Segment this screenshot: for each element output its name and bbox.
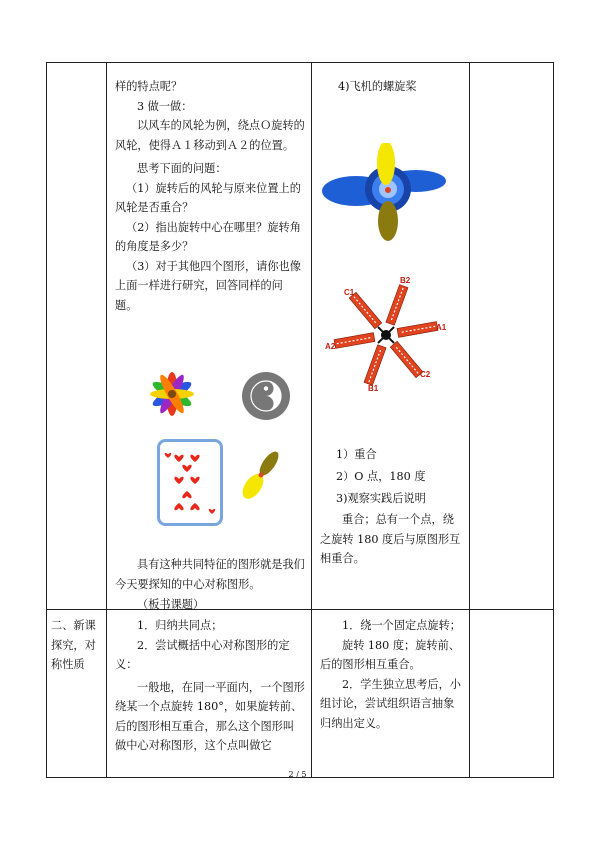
conclusion-text: 具有这种共同特征的图形就是我们今天要探知的中心对称图形。: [115, 558, 305, 591]
label-c2: C2: [420, 370, 431, 379]
table-row: [47, 63, 554, 610]
line-continuation: 样的特点呢？: [115, 80, 183, 93]
airplane-propeller-figure: [318, 143, 458, 247]
step-2: 2．尝试概括中心对称图形的定义：: [115, 638, 290, 671]
stage-cell: [47, 63, 107, 610]
notes-cell: [470, 610, 554, 778]
definition-text: 一般地，在同一平面内，一个图形绕某一个点旋转 180°，如果旋转前、后的图形相互重合，那么这个图形叫做中心对称图形，这个点叫做它: [115, 680, 305, 752]
pinwheel-figure: [320, 273, 460, 403]
item-4-title: 4)飞机的螺旋桨: [338, 80, 417, 93]
question-3: （3）对于其他四个图形，请你也像上面一样进行研究，回答同样的问题。: [115, 259, 301, 312]
notes-cell: [470, 63, 554, 610]
answer-3: 3)观察实践后说明: [336, 492, 426, 505]
lesson-table: [46, 62, 554, 778]
yin-yang-figure: [241, 371, 291, 421]
student-activity-cell: [312, 63, 470, 610]
label-a1: A1: [436, 323, 447, 332]
flower-figure: [137, 369, 207, 419]
answer-rotate: 1．绕一个固定点旋转；: [342, 619, 461, 632]
teacher-activity-cell: [107, 610, 312, 778]
label-b1: B1: [368, 384, 379, 393]
playing-card-figure: [157, 439, 223, 526]
page-number: 2 / 5: [288, 770, 307, 779]
step-1: 1．归纳共同点；: [137, 619, 223, 632]
table-row: [47, 610, 554, 778]
think-title: 思考下面的问题：: [137, 162, 227, 175]
activity-text: 以风车的风轮为例，绕点Ｏ旋转的风轮，使得Ａ１移动到Ａ２的位置。: [115, 119, 305, 152]
label-a2: A2: [325, 342, 336, 351]
small-propeller-figure: [237, 445, 287, 505]
answer-text: 重合；总有一个点，绕之旋转 180 度后与原图形互相重合。: [320, 513, 461, 565]
answer-discuss: 2．学生独立思考后，小组讨论，尝试组织语言抽象归纳出定义。: [320, 677, 461, 730]
answer-2: 2）O 点，180 度: [336, 470, 426, 483]
board-note: （板书课题）: [137, 598, 205, 611]
activity-title: 3 做一做：: [137, 99, 193, 113]
label-b2: B2: [400, 276, 411, 285]
question-2: （2）指出旋转中心在哪里？旋转角的角度是多少？: [115, 220, 301, 253]
question-1: （1）旋转后的风轮与原来位置上的风轮是否重合？: [115, 181, 301, 214]
student-activity-cell: [312, 610, 470, 778]
section-title: 二、新课探究，对称性质: [51, 619, 96, 671]
teacher-activity-cell: [107, 63, 312, 610]
answer-180: 旋转 180 度；旋转前、后的图形相互重合。: [320, 638, 460, 671]
label-c1: C1: [344, 288, 355, 297]
answer-1: 1）重合: [336, 448, 377, 461]
stage-cell: [47, 610, 107, 778]
